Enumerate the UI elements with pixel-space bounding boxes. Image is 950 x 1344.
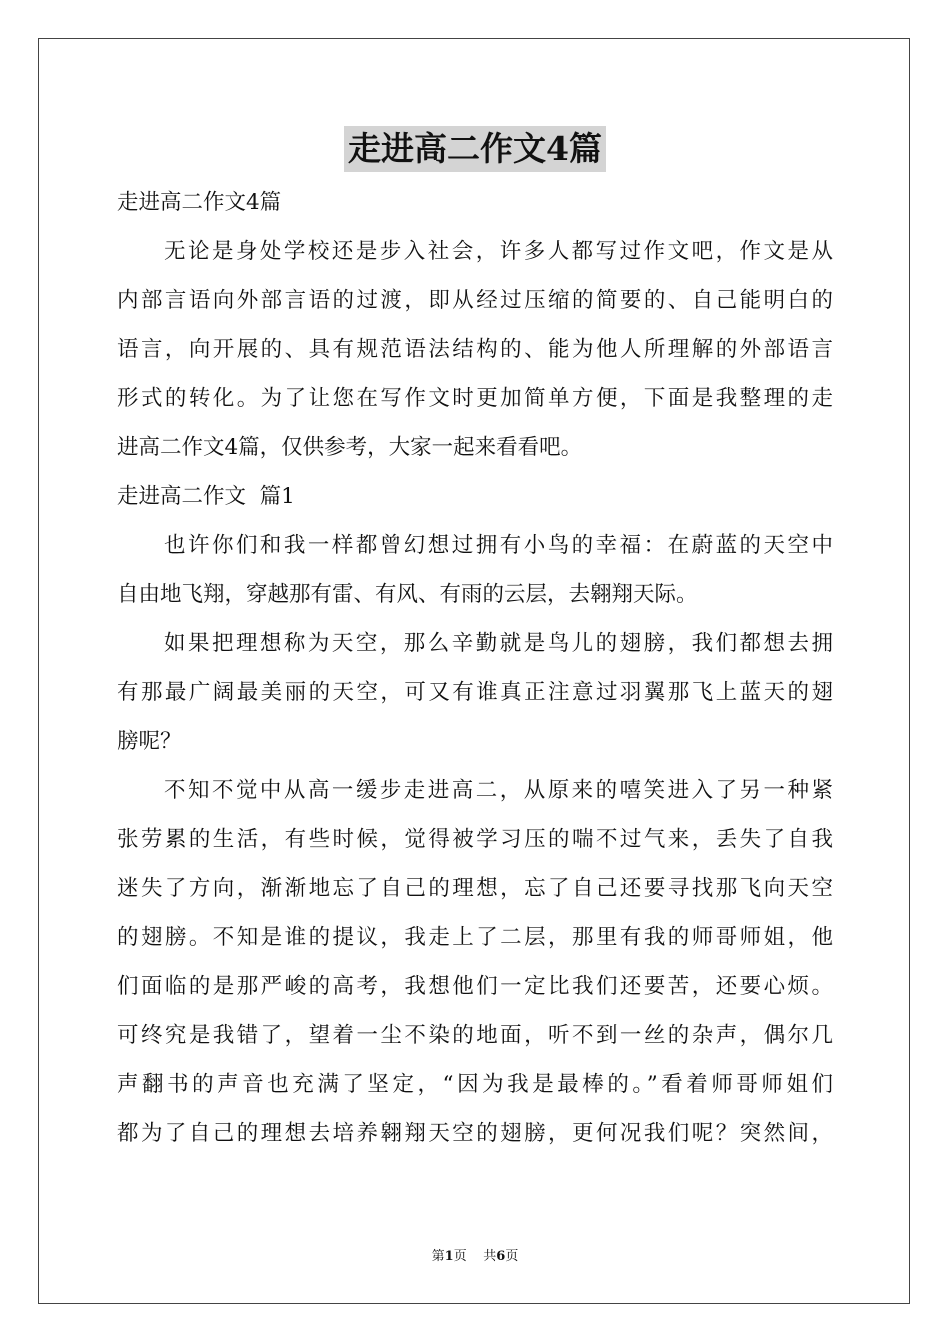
intro-line: 形式的转化。为了让您在写作文时更加简单方便，下面是我整理的走 — [117, 386, 833, 411]
paragraph-line: 可终究是我错了，望着一尘不染的地面，听不到一丝的杂声，偶尔几 — [117, 1023, 833, 1048]
paragraph-line: 声翻书的声音也充满了坚定，“因为我是最棒的。”看着师哥师姐们 — [117, 1072, 833, 1097]
document-subtitle: 走进高二作文4篇 — [117, 190, 282, 215]
paragraph-line: 也许你们和我一样都曾幻想过拥有小鸟的幸福：在蔚蓝的天空中 — [164, 533, 833, 558]
intro-line: 进高二作文4篇，仅供参考，大家一起来看看吧。 — [117, 435, 583, 460]
paragraph-line: 都为了自己的理想去培养翱翔天空的翅膀，更何况我们呢？突然间， — [117, 1121, 833, 1146]
document-title: 走进高二作文4篇 — [344, 126, 606, 172]
footer-current-page: 1 — [444, 1249, 454, 1264]
paragraph-line: 有那最广阔最美丽的天空，可又有谁真正注意过羽翼那飞上蓝天的翅 — [117, 680, 833, 705]
footer-total-prefix: 共 — [483, 1249, 497, 1264]
footer-total-pages: 6 — [496, 1249, 506, 1264]
paragraph-line: 迷失了方向，渐渐地忘了自己的理想，忘了自己还要寻找那飞向天空 — [117, 876, 833, 901]
footer-page-word: 页 — [453, 1249, 467, 1264]
intro-line: 无论是身处学校还是步入社会，许多人都写过作文吧，作文是从 — [164, 239, 833, 264]
page-footer — [0, 1248, 950, 1266]
footer-total-suffix: 页 — [505, 1249, 519, 1264]
title-container — [0, 126, 950, 172]
paragraph-line: 不知不觉中从高一缓步走进高二，从原来的嘻笑进入了另一种紧 — [164, 778, 833, 803]
paragraph-line: 自由地飞翔，穿越那有雷、有风、有雨的云层，去翱翔天际。 — [117, 582, 698, 607]
paragraph-line: 膀呢？ — [117, 729, 182, 754]
section-heading: 走进高二作文 篇1 — [117, 484, 295, 509]
intro-line: 语言，向开展的、具有规范语法结构的、能为他人所理解的外部语言 — [117, 337, 833, 362]
paragraph-line: 的翅膀。不知是谁的提议，我走上了二层，那里有我的师哥师姐，他 — [117, 925, 833, 950]
paragraph-line: 如果把理想称为天空，那么辛勤就是鸟儿的翅膀，我们都想去拥 — [164, 631, 833, 656]
intro-line: 内部言语向外部言语的过渡，即从经过压缩的简要的、自己能明白的 — [117, 288, 833, 313]
paragraph-line: 张劳累的生活，有些时候，觉得被学习压的喘不过气来，丢失了自我 — [117, 827, 833, 852]
document-body — [117, 178, 833, 1158]
paragraph-line: 们面临的是那严峻的高考，我想他们一定比我们还要苦，还要心烦。 — [117, 974, 833, 999]
footer-prefix: 第 — [431, 1249, 445, 1264]
